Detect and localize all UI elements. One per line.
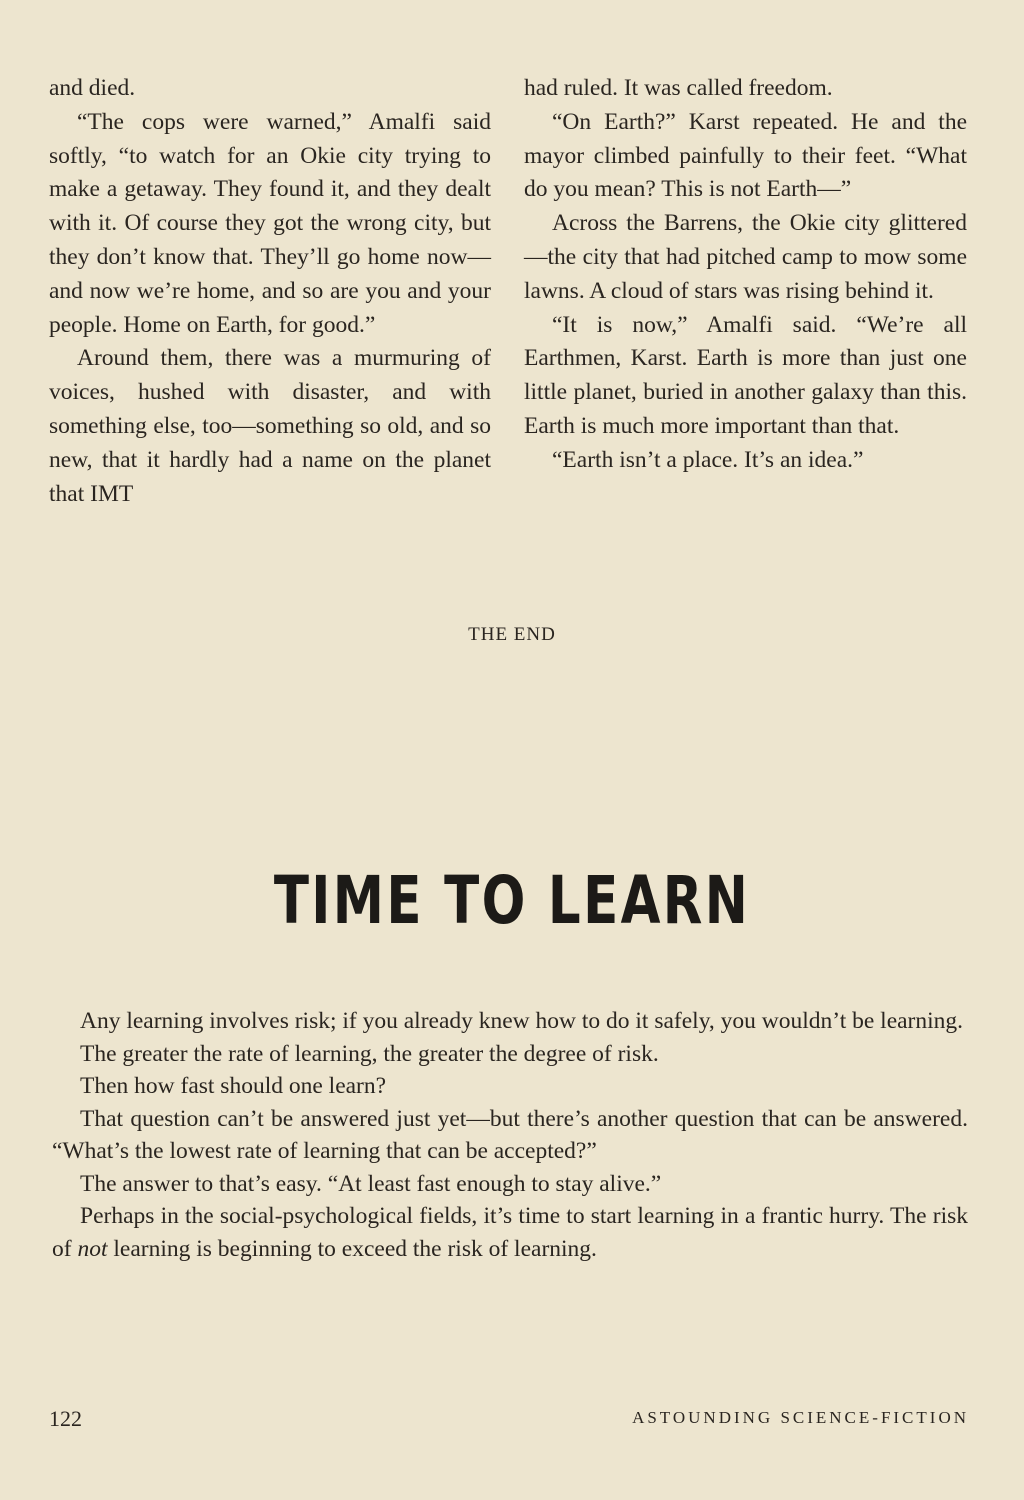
paragraph: “Earth isn’t a place. It’s an idea.” [552, 446, 864, 473]
paragraph: Around them, there was a murmuring of voices, hushed with disaster, and with something else, too—something so old, and so new, that it hardly had a name on the planet that IMT [49, 345, 491, 507]
paragraph: and died. [49, 75, 136, 101]
essay-paragraph: The greater the rate of learning, the greater the degree of risk. [80, 1040, 659, 1067]
essay-text: Perhaps in the social-psychological fields, it’s time to start learning in a frantic hurry. The risk of [52, 1203, 968, 1262]
essay-text: learning is beginning to exceed the risk of learning. [107, 1235, 597, 1262]
paragraph: Across the Barrens, the Okie city glittered—the city that had pitched camp to mow some lawns. A cloud of stars was rising behind it. [524, 210, 967, 304]
essay-emphasis: not [77, 1235, 108, 1262]
story-column-left [49, 72, 491, 511]
paragraph: “The cops were warned,” Amalfi said softly, “to watch for an Okie city trying to make a getaway. They found it, and they dealt with it. Of course they got the wrong city, but they don’t know that. They’ll go home now—and now we’re home, and so are you and your people. Home on Earth, for good.” [49, 108, 491, 338]
page-number: 122 [49, 1406, 82, 1431]
paragraph: had ruled. It was called freedom. [524, 75, 833, 101]
essay-paragraph: That question can’t be answered just yet—but there’s another question that can be answered. “What’s the lowest rate of learning that can be accepted?” [52, 1105, 968, 1164]
essay-paragraph-final [52, 1200, 968, 1265]
story-column-right [524, 72, 967, 478]
essay-paragraph: Any learning involves risk; if you already knew how to do it safely, you wouldn’t be learning. [80, 1008, 964, 1034]
article-title: TIME TO LEARN [273, 862, 751, 939]
page-footer [49, 1406, 969, 1436]
story-end-marker: THE END [468, 624, 556, 645]
editorial-essay [52, 1005, 968, 1265]
paragraph: “On Earth?” Karst repeated. He and the mayor climbed painfully to their feet. “What do you mean? This is not Earth—” [524, 108, 967, 203]
essay-paragraph: The answer to that’s easy. “At least fast enough to stay alive.” [80, 1170, 662, 1197]
running-head: ASTOUNDING SCIENCE-FICTION [632, 1408, 969, 1427]
paragraph: “It is now,” Amalfi said. “We’re all Earthmen, Karst. Earth is more than just one little planet, buried in another galaxy than this. Earth is much more important than that. [524, 311, 967, 439]
essay-paragraph: Then how fast should one learn? [80, 1073, 387, 1099]
